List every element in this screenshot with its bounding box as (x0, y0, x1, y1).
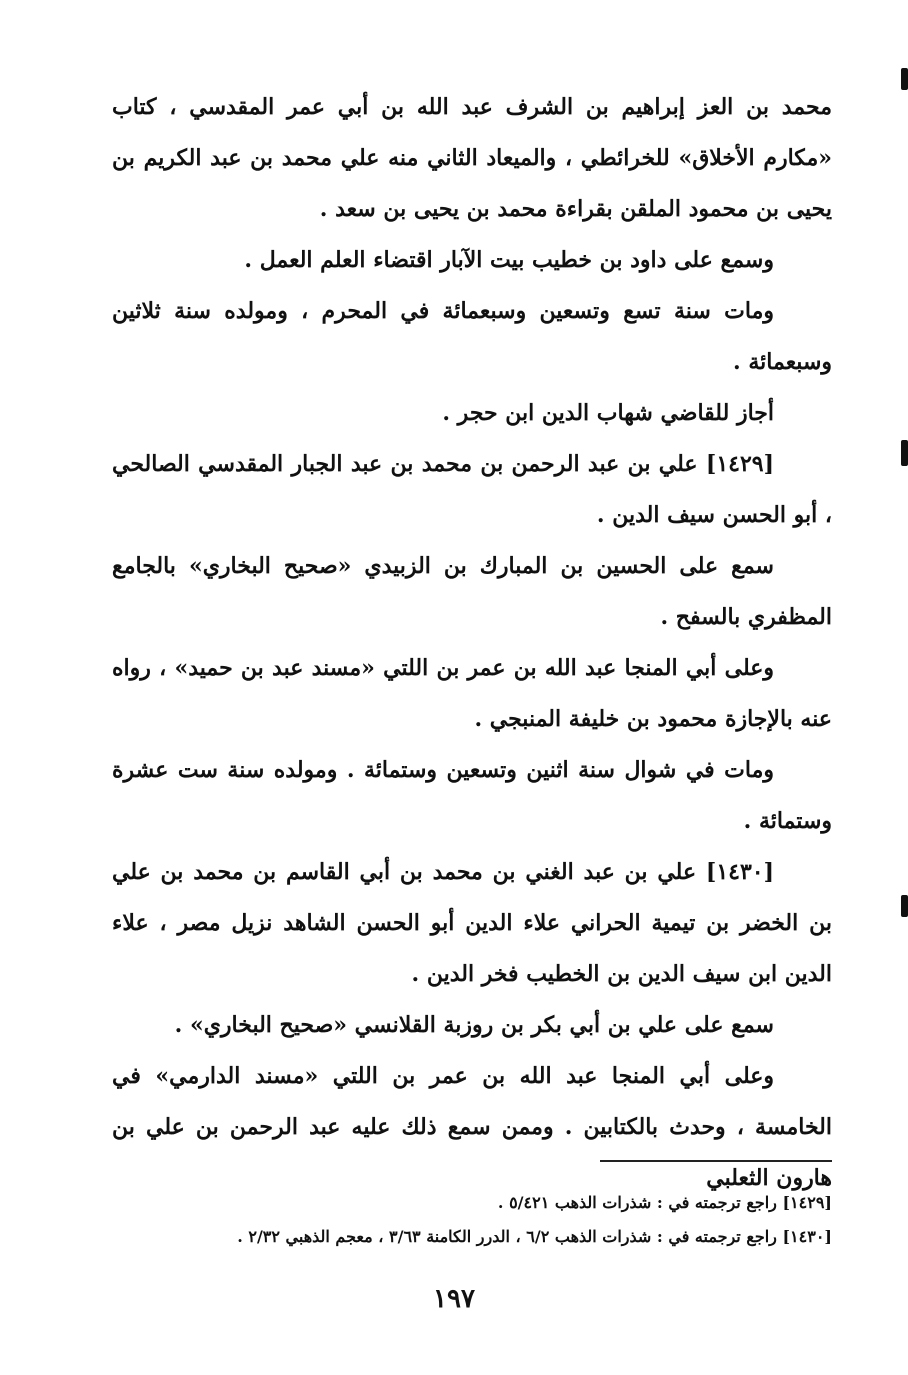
paragraph-1: محمد بن العز إبراهيم بن الشرف عبد الله بن أبي عمر المقدسي ، كتاب «مكارم الأخلاق» للخرائطي ، والميعاد الثاني منه علي محمد بن عبد الكريم بن يحيى بن محمود الملقن بقراءة محمد بن يحيى بن سعد . (112, 94, 832, 222)
paragraph-7: وعلى أبي المنجا عبد الله بن عمر بن اللتي «مسند عبد بن حميد» ، رواه عنه بالإجازة محمود بن خليفة المنبجي . (112, 655, 832, 732)
scan-edge-mark (901, 895, 908, 917)
entry-1429-heading: [١٤٢٩] علي بن عبد الرحمن بن محمد بن عبد الجبار المقدسي الصالحي ، أبو الحسن سيف الدين . (112, 451, 832, 528)
scan-edge-mark (901, 68, 908, 90)
paragraph-3: ومات سنة تسع وتسعين وسبعمائة في المحرم ، ومولده سنة ثلاثين وسبعمائة . (112, 298, 832, 375)
entry-1430-heading: [١٤٣٠] علي بن عبد الغني بن محمد بن أبي القاسم بن محمد بن علي بن الخضر بن تيمية الحراني علاء الدين أبو الحسن الشاهد نزيل مصر ، علاء الدين ابن سيف الدين بن الخطيب فخر الدين . (112, 859, 833, 987)
scan-edge-mark (901, 440, 908, 466)
footnotes (112, 1186, 832, 1254)
paragraph-4: أجاز للقاضي شهاب الدين ابن حجر . (442, 400, 774, 426)
footnote-1430: [١٤٣٠] راجع ترجمته في : شذرات الذهب ٦/٢ ، الدرر الكامنة ٣/٦٣ ، معجم الذهبي ٢/٣٢ . (237, 1227, 832, 1246)
paragraph-2: وسمع على داود بن خطيب بيت الآبار اقتضاء العلم العمل . (244, 247, 774, 273)
paragraph-10: سمع على علي بن أبي بكر بن روزبة القلانسي «صحيح البخاري» . (174, 1012, 774, 1038)
main-text (112, 82, 832, 1204)
page-number: ١٩٧ (433, 1284, 475, 1314)
paragraph-8: ومات في شوال سنة اثنين وتسعين وستمائة . ومولده سنة ست عشرة وستمائة . (112, 757, 832, 834)
paragraph-6: سمع على الحسين بن المبارك بن الزبيدي «صحيح البخاري» بالجامع المظفري بالسفح . (112, 553, 832, 630)
footnote-1429: [١٤٢٩] راجع ترجمته في : شذرات الذهب ٥/٤٢١ . (497, 1193, 832, 1212)
paragraph-11: وعلى أبي المنجا عبد الله بن عمر بن اللتي «مسند الدارمي» في الخامسة ، وحدث بالكتابين . وممن سمع ذلك عليه عبد الرحمن بن علي بن هارون الثعلبي (112, 1063, 832, 1191)
footnote-divider (600, 1160, 832, 1162)
